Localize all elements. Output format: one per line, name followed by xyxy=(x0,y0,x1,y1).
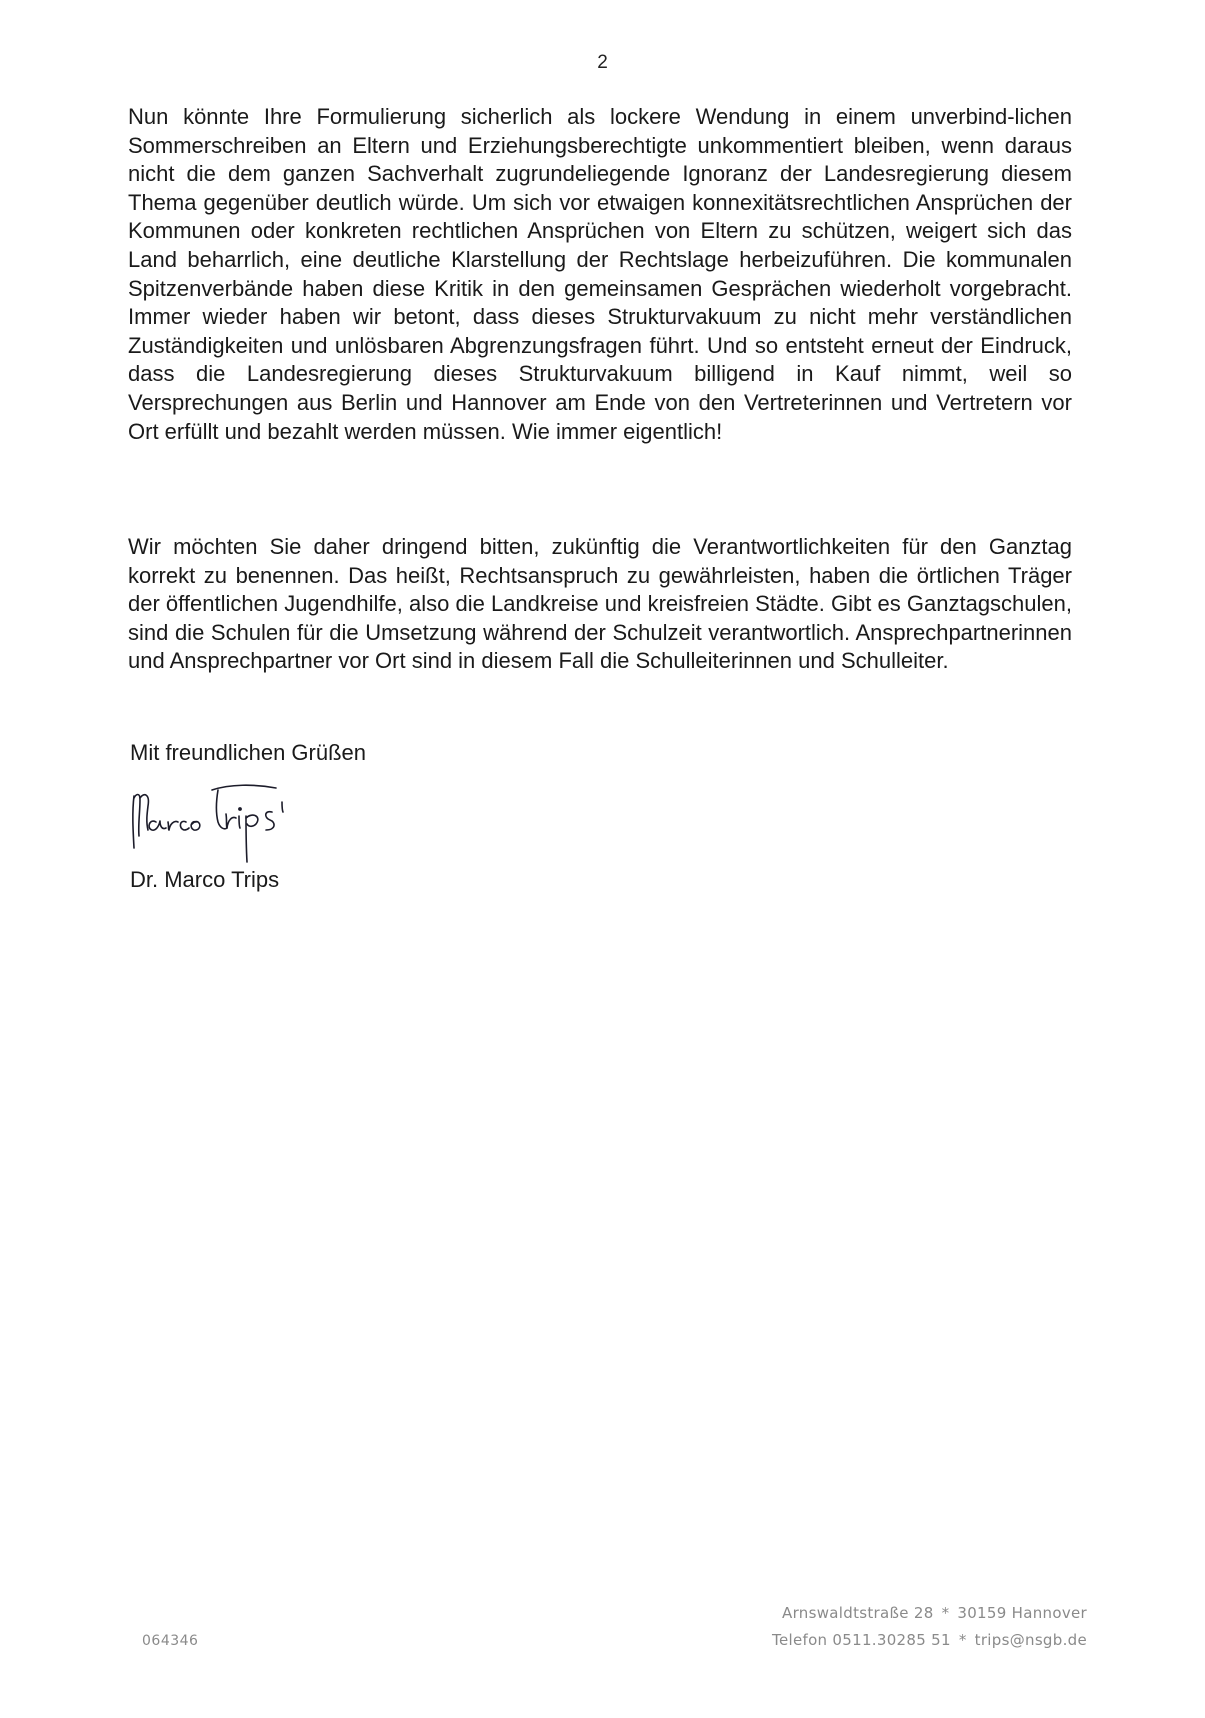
footer-address-line xyxy=(772,1600,1087,1627)
letter-paragraph-2: Wir möchten Sie daher dringend bitten, zukünftig die Verantwortlichkeiten für den Ganztag korrekt zu benennen. Das heißt, Rechtsanspruch zu gewährleisten, haben die örtlichen Träger der öffentlichen Jugendhilfe, also die Landkreise und kreisfreien Städte. Gibt es Ganztagschulen, sind die Schulen für die Umsetzung während der Schulzeit verantwortlich. Ansprechpartnerinnen und Ansprechpartner vor Ort sind in diesem Fall die Schulleiterinnen und Schulleiter. xyxy=(128,534,1072,674)
document-id: 064346 xyxy=(142,1633,199,1649)
page-number: 2 xyxy=(597,52,608,73)
footer-city: 30159 Hannover xyxy=(957,1604,1087,1622)
closing-salutation: Mit freundlichen Grüßen xyxy=(130,740,366,765)
handwritten-signature xyxy=(126,772,326,872)
footer-street: Arnswaldtstraße 28 xyxy=(782,1604,934,1622)
footer-separator: * xyxy=(941,1604,950,1622)
footer-separator: * xyxy=(958,1631,967,1649)
footer-contact-line xyxy=(772,1627,1087,1654)
signer-name: Dr. Marco Trips xyxy=(130,867,280,892)
letter-paragraph-1: Nun könnte Ihre Formulierung sicherlich als lockere Wendung in einem unverbind-lichen Sommerschreiben an Eltern und Erziehungsberechtigte unkommentiert bleiben, wenn daraus nicht die dem ganzen Sachverhalt zugrundeliegende Ignoranz der Landesregierung diesem Thema gegenüber deutlich würde. Um sich vor etwaigen konnexitätsrechtlichen Ansprüchen der Kommunen oder konkreten rechtlichen Ansprüchen von Eltern zu schützen, weigert sich das Land beharrlich, eine deutliche Klarstellung der Rechtslage herbeizuführen. Die kommunalen Spitzenverbände haben diese Kritik in den gemeinsamen Gesprächen wiederholt vorgebracht. Immer wieder haben wir betont, dass dieses Strukturvakuum zu nicht mehr verständlichen Zuständigkeiten und unlösbaren Abgrenzungsfragen führt. Und so entsteht erneut der Eindruck, dass die Landesregierung dieses Strukturvakuum billigend in Kauf nimmt, weil so Versprechungen aus Berlin und Hannover am Ende von den Vertreterinnen und Vertretern vor Ort erfüllt und bezahlt werden müssen. Wie immer eigentlich! xyxy=(128,104,1072,444)
footer-phone: Telefon 0511.30285 51 xyxy=(772,1631,951,1649)
footer-email: trips@nsgb.de xyxy=(974,1631,1087,1649)
footer-contact xyxy=(772,1600,1087,1654)
